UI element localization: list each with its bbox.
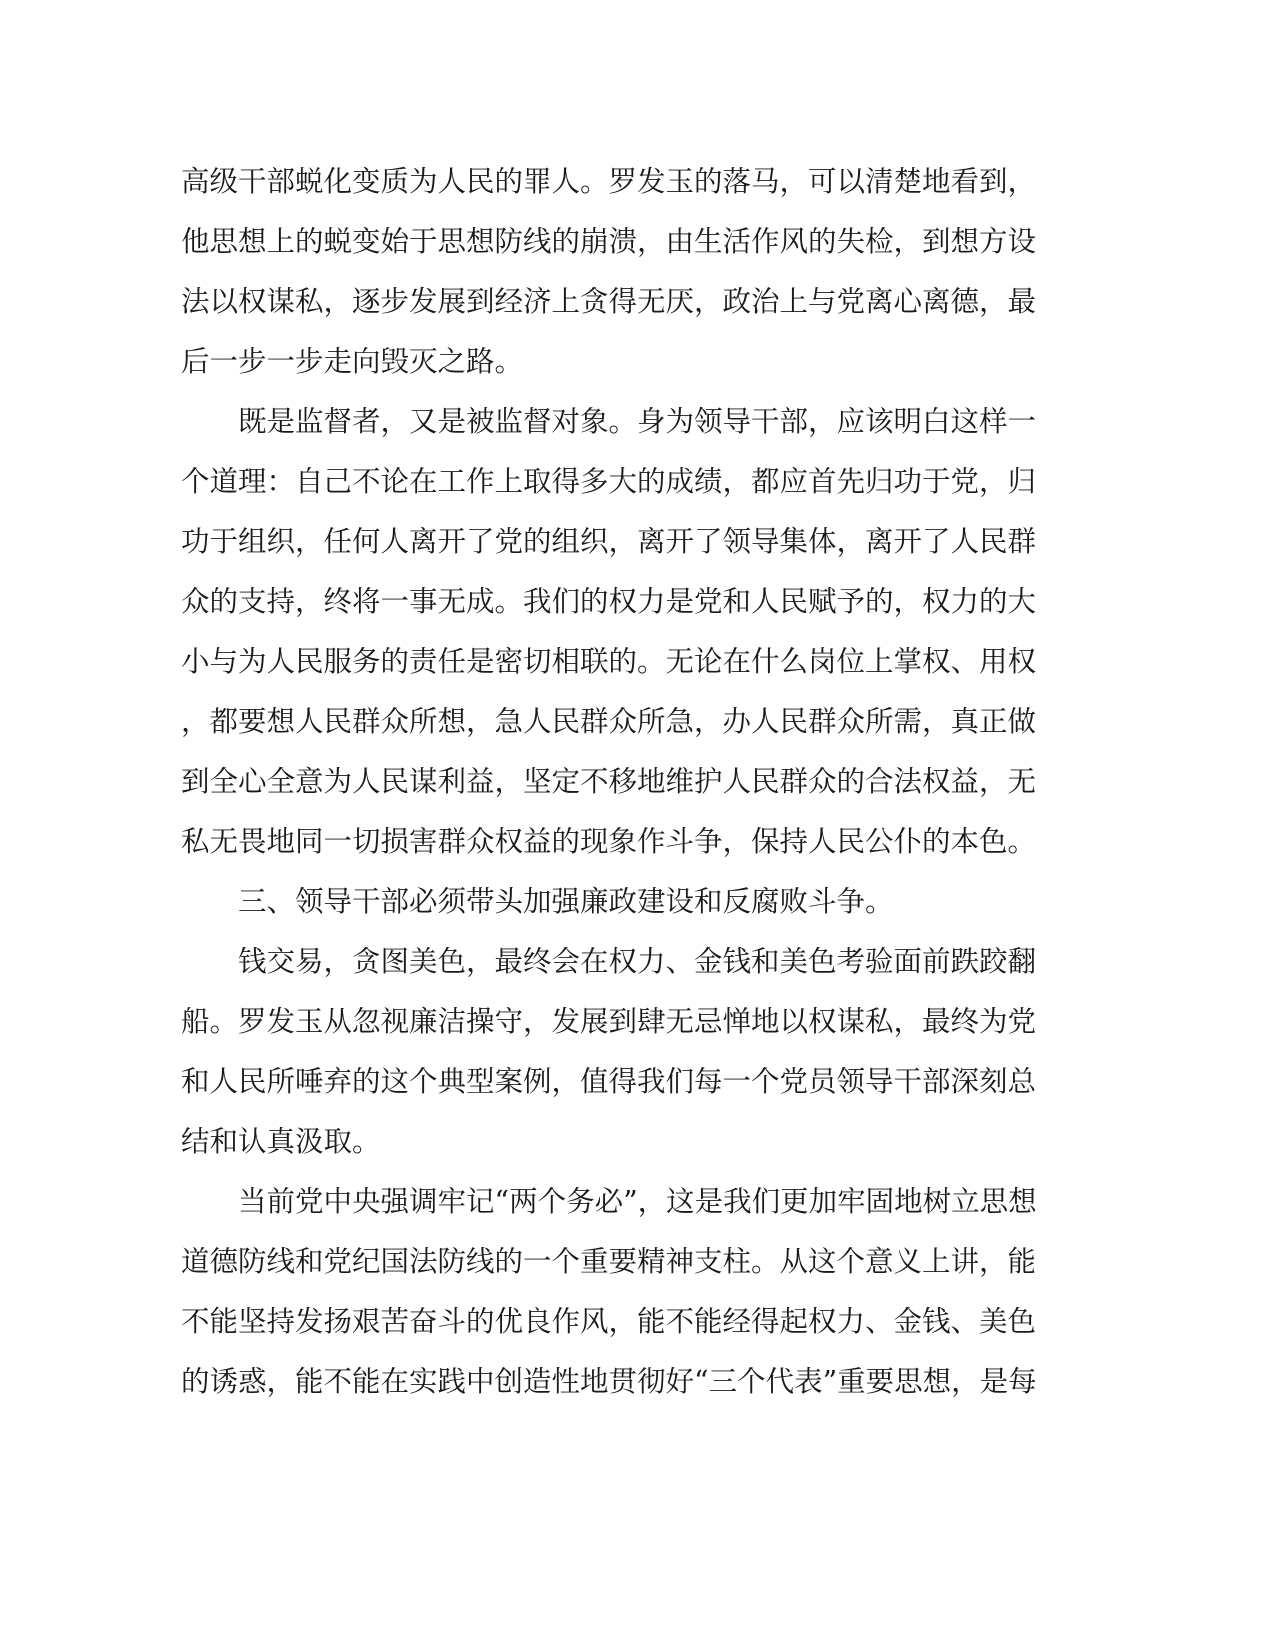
text-line: 功于组织，任何人离开了党的组织，离开了领导集体，离开了人民群 [181,525,1037,558]
text-line: 不能坚持发扬艰苦奋斗的优良作风，能不能经得起权力、金钱、美色 [181,1305,1037,1338]
text-line: 他思想上的蜕变始于思想防线的崩溃，由生活作风的失检，到想方设 [181,225,1037,258]
text-line: 到全心全意为人民谋利益，坚定不移地维护人民群众的合法权益，无 [181,765,1037,798]
text-line: 结和认真汲取。 [181,1125,381,1158]
text-line: 小与为人民服务的责任是密切相联的。无论在什么岗位上掌权、用权 [181,645,1037,678]
text-line: 船。罗发玉从忽视廉洁操守，发展到肆无忌惮地以权谋私，最终为党 [181,1005,1037,1038]
text-line: 个道理：自己不论在工作上取得多大的成绩，都应首先归功于党，归 [181,465,1037,498]
text-line: 既是监督者，又是被监督对象。身为领导干部，应该明白这样一 [181,405,1037,438]
text-line: 和人民所唾弃的这个典型案例，值得我们每一个党员领导干部深刻总 [181,1065,1037,1098]
text-line: ，都要想人民群众所想，急人民群众所急，办人民群众所需，真正做 [181,705,1037,738]
body-text [181,158,1041,1418]
text-line: 的诱惑，能不能在实践中创造性地贯彻好“三个代表”重要思想，是每 [181,1365,1037,1398]
text-line: 后一步一步走向毁灭之路。 [181,345,524,378]
text-line: 当前党中央强调牢记“两个务必”，这是我们更加牢固地树立思想 [181,1185,1037,1218]
text-line: 道德防线和党纪国法防线的一个重要精神支柱。从这个意义上讲，能 [181,1245,1037,1278]
text-line: 私无畏地同一切损害群众权益的现象作斗争，保持人民公仆的本色。 [181,825,1037,858]
text-line: 众的支持，终将一事无成。我们的权力是党和人民赋予的，权力的大 [181,585,1037,618]
section-heading: 三、领导干部必须带头加强廉政建设和反腐败斗争。 [181,885,894,918]
text-line: 高级干部蜕化变质为人民的罪人。罗发玉的落马，可以清楚地看到， [181,165,1037,198]
text-line: 法以权谋私，逐步发展到经济上贪得无厌，政治上与党离心离德，最 [181,285,1037,318]
text-line: 钱交易，贪图美色，最终会在权力、金钱和美色考验面前跌跤翻 [181,945,1037,978]
